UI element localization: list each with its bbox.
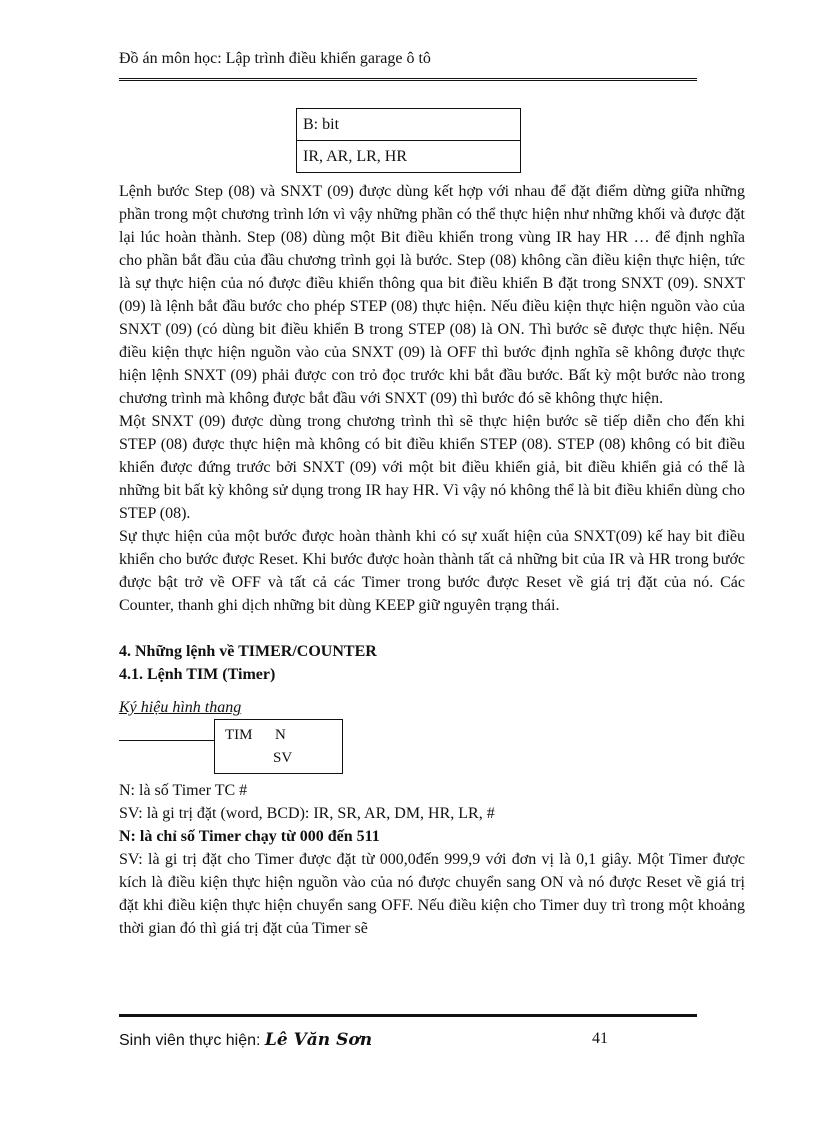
line-timer-range: N: là chỉ số Timer chạy từ 000 đến 511 xyxy=(119,828,380,845)
table-cell: B: bit xyxy=(297,109,521,141)
footer-label: Sinh viên thực hiện: xyxy=(119,1032,265,1049)
author-name: Lê Văn Sơn xyxy=(264,1030,373,1050)
paragraph-step-completion: Sự thực hiện của một bước được hoàn thành khi có sự xuất hiện của SNXT(09) kế hay bit điều khiển cho bước được Reset. Khi bước được hoàn thành tất cả những bit của IR và HR trong bước được bật trở về OFF và tất cả các Timer trong bước được Reset về giá trị đặt của nó. Các Counter, thanh ghi dịch những bit dùng KEEP giữ nguyên trạng thái. xyxy=(119,528,745,614)
subsection-heading: 4.1. Lệnh TIM (Timer) xyxy=(119,666,276,683)
paragraph-snxt-usage: Một SNXT (09) được dùng trong chương trình thì sẽ thực hiện bước sẽ tiếp diễn cho đến khi STEP (08) được thực hiện mà không có bit điều khiển STEP (08). STEP (08) không có bit điều khiển được đứng trước bởi SNXT (09) với một bit điều khiển giả, bit điều khiển giả có thể là những bit bất kỳ không sử dụng trong IR hay HR. Vì vậy nó không thể là bit điều khiển dùng cho STEP (08). xyxy=(119,413,745,522)
ladder-diagram xyxy=(119,719,745,779)
tim-op-label: TIM xyxy=(225,727,253,743)
ladder-caption: Ký hiệu hình thang xyxy=(119,699,242,716)
ladder-rung-line xyxy=(119,740,214,741)
page-header-title: Đồ án môn học: Lập trình điều khiển garage ô tô xyxy=(119,50,431,67)
tim-n-label: N xyxy=(275,727,286,743)
line-set-value: SV: là gi trị đặt (word, BCD): IR, SR, AR, DM, HR, LR, # xyxy=(119,805,495,822)
tim-sv-label: SV xyxy=(273,750,293,766)
page-number: 41 xyxy=(592,1030,608,1047)
paragraph-step-snxt: Lệnh bước Step (08) và SNXT (09) được dùng kết hợp với nhau để đặt điểm dừng giữa những phần trong một chương trình lớn vì vậy những phần có thể thực hiện như những khối và được đặt lại lúc hoàn thành. Step (08) dùng một Bit điều khiển trong vùng IR hay HR … để định nghĩa cho phần bắt đầu của đầu chương trình gọi là bước. Step (08) không cần điều kiện thực hiện, tức là sự thực hiện của nó được điều khiển thông qua bit điều khiển B đặt trong SNXT (09). SNXT (09) là lệnh bắt đầu bước cho phép STEP (08) thực hiện. Nếu điều kiện thực hiện nguồn vào của SNXT (09) (có dùng bit điều khiển B trong STEP (08) là ON. Thì bước sẽ được thực hiện. Nếu điều kiện thực hiện nguồn vào của SNXT (09) là OFF thì bước định nghĩa sẽ không được thực hiện lệnh SNXT (09) phải được con trỏ đọc trước khi bắt đầu bước. Bất kỳ một bước nào trong chương trình mà không được bắt đầu với SNXT (09) thì bước đó sẽ không thực hiện. xyxy=(119,183,745,407)
footer-rule xyxy=(119,1014,697,1017)
table-row xyxy=(297,109,521,141)
paragraph-timer-description: SV: là gi trị đặt cho Timer được đặt từ 000,0đến 999,9 với đơn vị là 0,1 giây. Một Timer được kích là điều kiện thực hiện nguồn vào của nó được chuyển sang ON và nó được Reset về giá trị đặt khi điều kiện thực hiện chuyển sang OFF. Nếu điều kiện cho Timer duy trì trong một khoảng thời gian đó thì giá trị đặt của Timer sẽ xyxy=(119,851,745,937)
line-timer-number: N: là số Timer TC # xyxy=(119,782,248,799)
footer xyxy=(119,1030,372,1050)
body-content xyxy=(119,180,745,940)
operand-table xyxy=(296,108,521,173)
table-cell: IR, AR, LR, HR xyxy=(297,141,521,173)
table-row xyxy=(297,141,521,173)
section-heading: 4. Những lệnh về TIMER/COUNTER xyxy=(119,643,377,660)
header-rule xyxy=(119,78,697,81)
tim-instruction-box xyxy=(214,719,343,774)
